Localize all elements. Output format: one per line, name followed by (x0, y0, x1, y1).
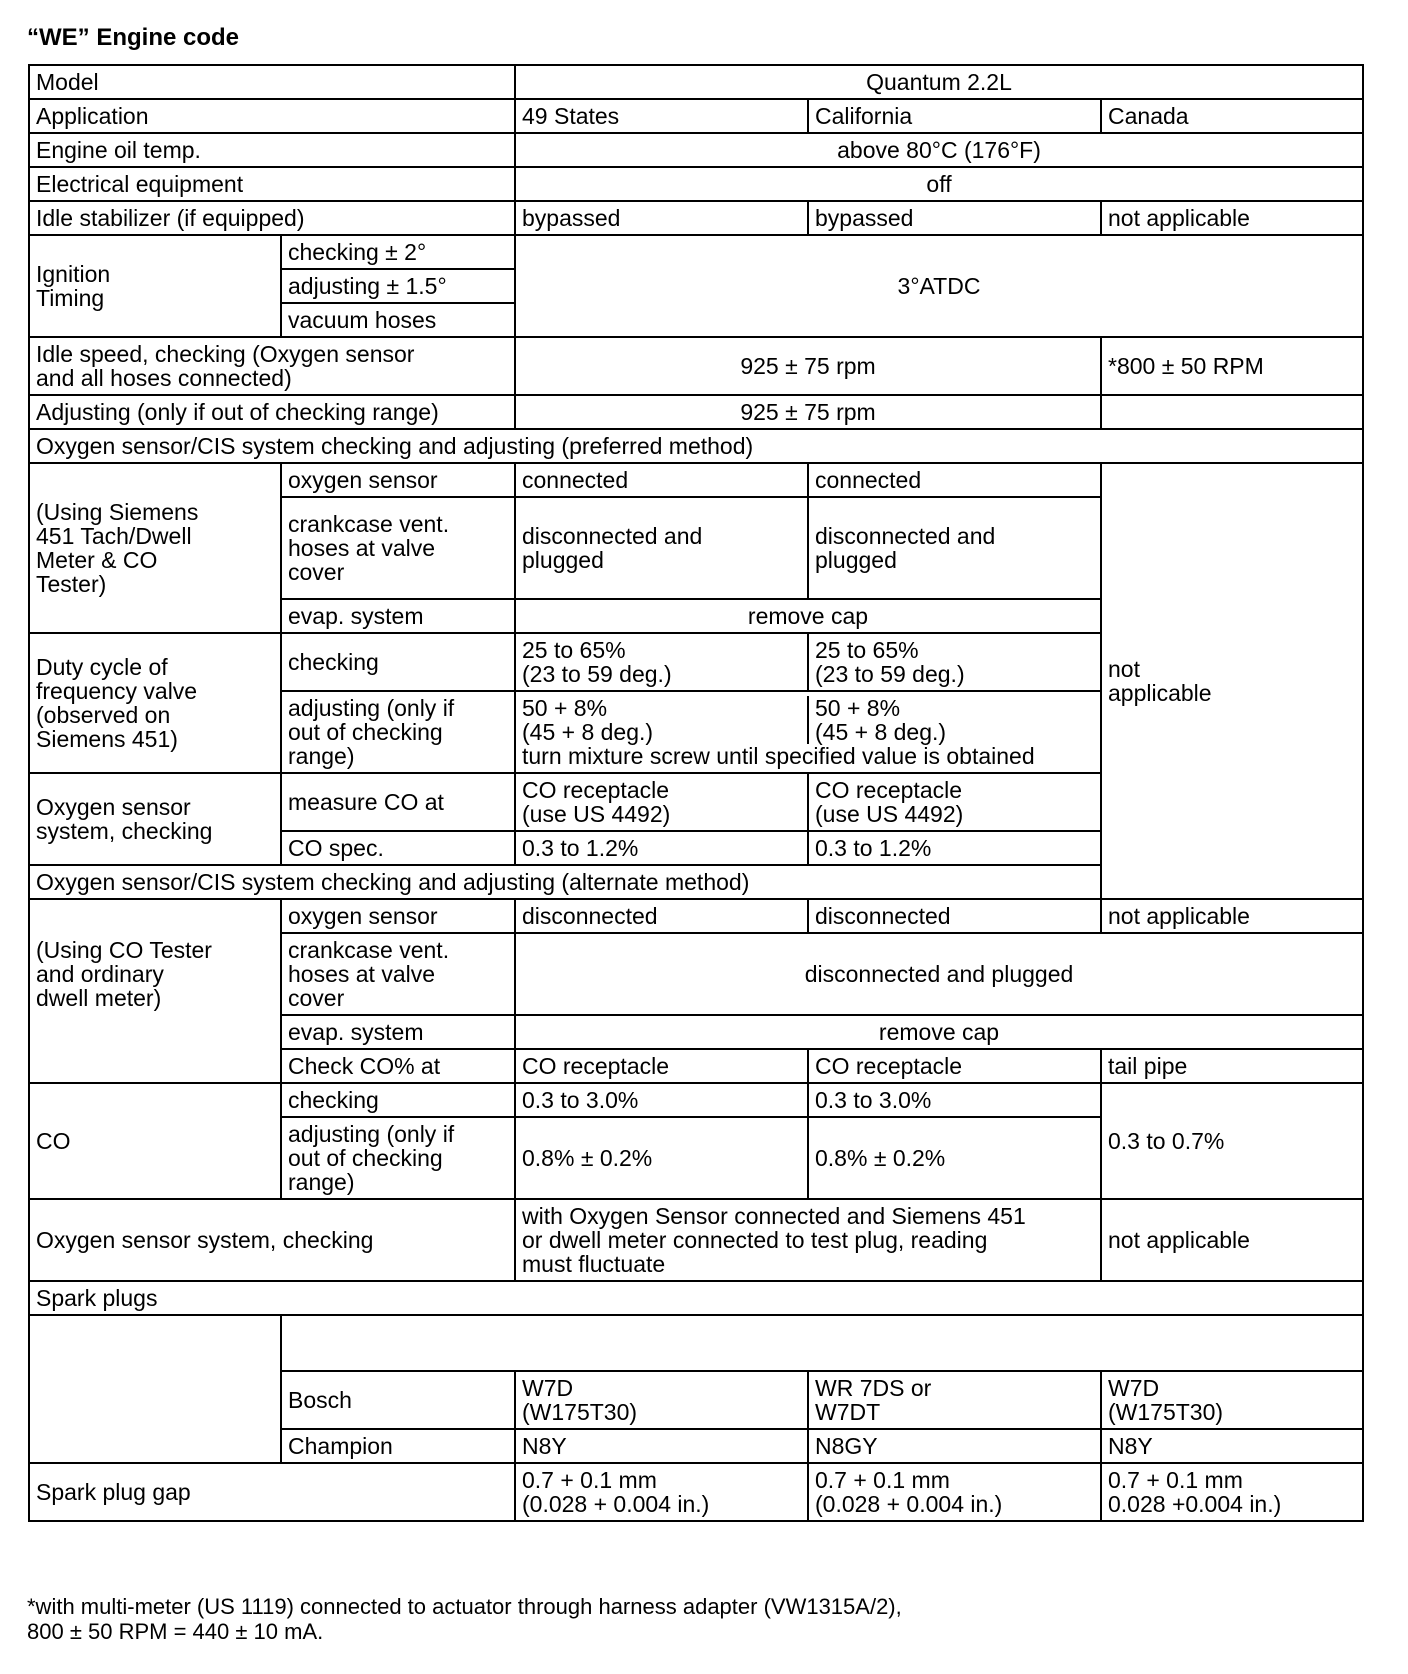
sub-label: Bosch (281, 1371, 515, 1429)
sub-label: checking (281, 1083, 515, 1117)
table-row (29, 1463, 1363, 1521)
table-row (29, 395, 1363, 429)
cell-value: tail pipe (1101, 1049, 1363, 1083)
cell-value: CO receptacle (515, 1049, 808, 1083)
cell-value: disconnected and plugged (515, 497, 808, 599)
sub-label: adjusting (only if out of checking range) (281, 691, 515, 773)
sub-label: Champion (281, 1429, 515, 1463)
sub-label: adjusting (only if out of checking range) (281, 1117, 515, 1199)
cell-value: 50 + 8% (45 + 8 deg.) (516, 696, 809, 744)
row-label: Adjusting (only if out of checking range) (29, 395, 515, 429)
cell-value: above 80°C (176°F) (515, 133, 1363, 167)
sub-label: adjusting ± 1.5° (281, 269, 515, 303)
adjusting-note: turn mixture screw until specified value is obtained (522, 743, 1035, 769)
cell-value: N8GY (808, 1429, 1101, 1463)
table-row (29, 899, 1363, 933)
cell-value: CO receptacle (808, 1049, 1101, 1083)
group-label-ignition: Ignition Timing (29, 235, 281, 337)
cell-value: 0.3 to 3.0% (515, 1083, 808, 1117)
table-row (29, 167, 1363, 201)
cell-value: 0.8% ± 0.2% (808, 1117, 1101, 1199)
table-row (29, 235, 1363, 269)
sub-label: checking ± 2° (281, 235, 515, 269)
empty-cell (281, 1315, 1363, 1371)
cell-value: 25 to 65% (23 to 59 deg.) (515, 633, 808, 691)
column-header-canada: Canada (1101, 99, 1363, 133)
canada-not-applicable: not applicable (1101, 463, 1363, 899)
table-row (29, 429, 1363, 463)
cell-value: disconnected and plugged (808, 497, 1101, 599)
cell-value: 0.7 + 0.1 mm (0.028 + 0.004 in.) (808, 1463, 1101, 1521)
sub-label: evap. system (281, 1015, 515, 1049)
sub-label: crankcase vent. hoses at valve cover (281, 497, 515, 599)
cell-value: disconnected and plugged (515, 933, 1363, 1015)
cell-value: connected (515, 463, 808, 497)
column-header-49-states: 49 States (515, 99, 808, 133)
row-label: Spark plug gap (29, 1463, 515, 1521)
cell-value: bypassed (808, 201, 1101, 235)
model-value: Quantum 2.2L (515, 65, 1363, 99)
row-label: Idle speed, checking (Oxygen sensor and all hoses connected) (29, 337, 515, 395)
row-label: Model (29, 65, 515, 99)
section-header: Oxygen sensor/CIS system checking and adjusting (alternate method) (29, 865, 1363, 899)
table-row (29, 99, 1363, 133)
table-row (29, 201, 1363, 235)
cell-value: N8Y (1101, 1429, 1363, 1463)
row-label: Engine oil temp. (29, 133, 515, 167)
engine-spec-table (28, 64, 1364, 1522)
cell-value: WR 7DS or W7DT (808, 1371, 1101, 1429)
group-label: (Using Siemens 451 Tach/Dwell Meter & CO Tester) (29, 463, 281, 633)
row-label: Electrical equipment (29, 167, 515, 201)
column-header-california: California (808, 99, 1101, 133)
footnote: *with multi-meter (US 1119) connected to actuator through harness adapter (VW1315A/2), 800 ± 50 RPM = 440 ± 10 mA. (27, 1594, 902, 1644)
cell-value: 925 ± 75 rpm (515, 337, 1101, 395)
cell-value: CO receptacle (use US 4492) (515, 773, 808, 831)
section-header: Oxygen sensor/CIS system checking and adjusting (preferred method) (29, 429, 1363, 463)
cell-value: W7D (W175T30) (1101, 1371, 1363, 1429)
duty-adjusting-cell (515, 691, 1101, 773)
cell-value: remove cap (515, 599, 1101, 633)
group-label: Oxygen sensor system, checking (29, 773, 281, 865)
row-label: Oxygen sensor system, checking (29, 1199, 515, 1281)
group-label: CO (29, 1083, 281, 1199)
cell-value: remove cap (515, 1015, 1363, 1049)
cell-value: N8Y (515, 1429, 808, 1463)
group-label: (Using CO Tester and ordinary dwell meter) (29, 899, 281, 1083)
cell-value: 0.3 to 3.0% (808, 1083, 1101, 1117)
group-label: Duty cycle of frequency valve (observed on Siemens 451) (29, 633, 281, 773)
cell-value: 25 to 65% (23 to 59 deg.) (808, 633, 1101, 691)
cell-value: 50 + 8% (45 + 8 deg.) (815, 695, 947, 745)
cell-value: not applicable (1101, 1199, 1363, 1281)
table-row (29, 463, 1363, 497)
sub-label: CO spec. (281, 831, 515, 865)
cell-value: 0.3 to 1.2% (515, 831, 808, 865)
page-title: “WE” Engine code (27, 24, 240, 51)
table-row (29, 133, 1363, 167)
cell-value: not applicable (1101, 201, 1363, 235)
sub-label: checking (281, 633, 515, 691)
cell-value: 0.3 to 0.7% (1101, 1083, 1363, 1199)
section-header: Spark plugs (29, 1281, 1363, 1315)
table-row (29, 1083, 1363, 1117)
sub-label: vacuum hoses (281, 303, 515, 337)
table-row (29, 865, 1363, 899)
cell-value: 0.3 to 1.2% (808, 831, 1101, 865)
empty-cell (29, 1315, 281, 1463)
table-row (29, 337, 1363, 395)
cell-value: W7D (W175T30) (515, 1371, 808, 1429)
ignition-timing-value: 3°ATDC (515, 235, 1363, 337)
table-row (29, 65, 1363, 99)
cell-value: 0.8% ± 0.2% (515, 1117, 808, 1199)
cell-value: with Oxygen Sensor connected and Siemens 451 or dwell meter connected to test plug, reading must fluctuate (515, 1199, 1101, 1281)
empty-cell (1101, 395, 1363, 429)
sub-label: oxygen sensor (281, 463, 515, 497)
row-label: Idle stabilizer (if equipped) (29, 201, 515, 235)
cell-value: connected (808, 463, 1101, 497)
cell-value: disconnected (808, 899, 1101, 933)
table-row (29, 1315, 1363, 1371)
cell-value: CO receptacle (use US 4492) (808, 773, 1101, 831)
cell-value: off (515, 167, 1363, 201)
cell-value: 0.7 + 0.1 mm (0.028 + 0.004 in.) (515, 1463, 808, 1521)
cell-value: not applicable (1101, 899, 1363, 933)
cell-value: disconnected (515, 899, 808, 933)
sub-label: oxygen sensor (281, 899, 515, 933)
cell-value: *800 ± 50 RPM (1101, 337, 1363, 395)
table-row (29, 1199, 1363, 1281)
sub-label: crankcase vent. hoses at valve cover (281, 933, 515, 1015)
cell-value: 925 ± 75 rpm (515, 395, 1101, 429)
row-label: Application (29, 99, 515, 133)
cell-value: bypassed (515, 201, 808, 235)
sub-label: measure CO at (281, 773, 515, 831)
sub-label: evap. system (281, 599, 515, 633)
cell-value: 0.7 + 0.1 mm 0.028 +0.004 in.) (1101, 1463, 1363, 1521)
table-row (29, 1281, 1363, 1315)
sub-label: Check CO% at (281, 1049, 515, 1083)
